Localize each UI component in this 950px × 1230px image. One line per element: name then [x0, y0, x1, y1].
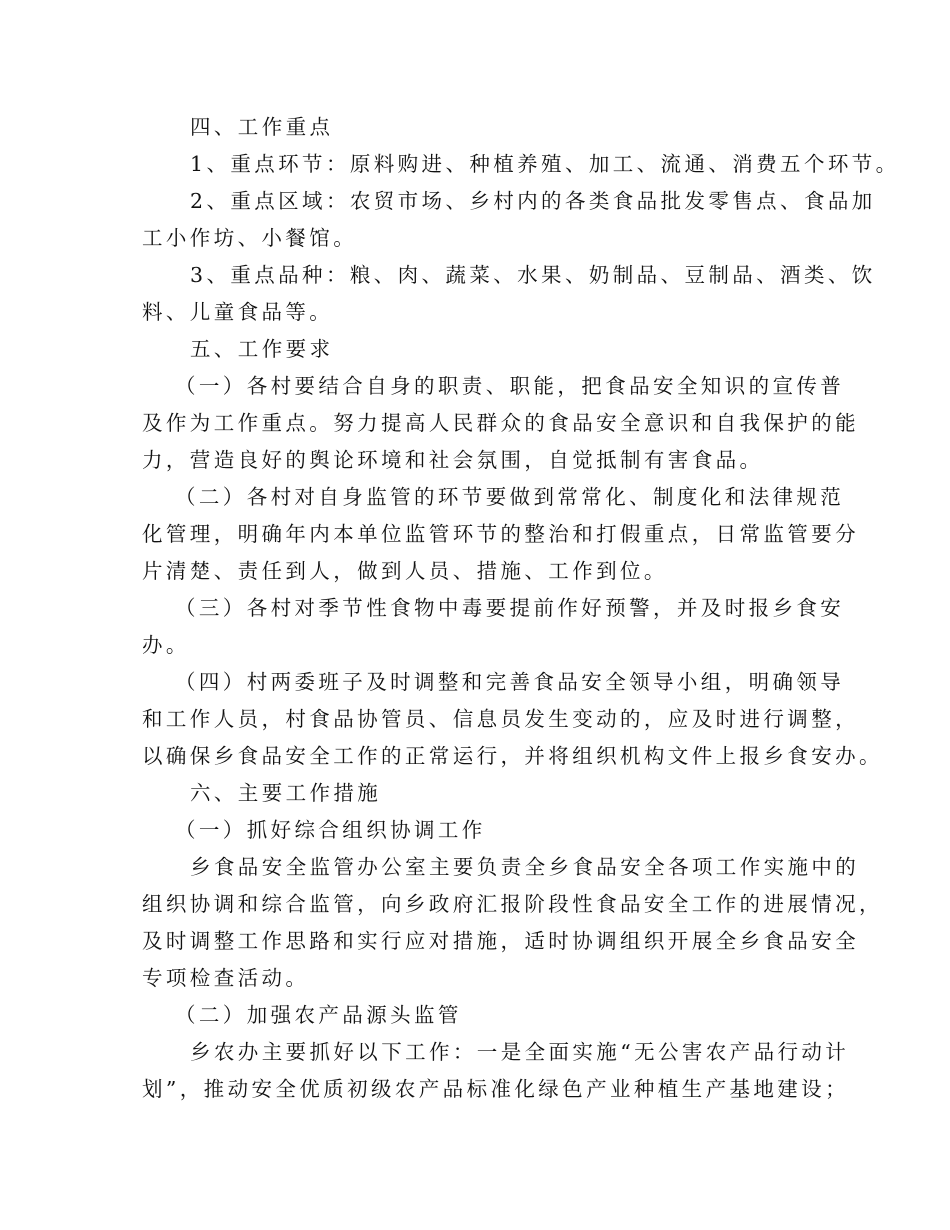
paragraph-line: （二）各村对自身监管的环节要做到常常化、制度化和法律规范 [175, 485, 845, 509]
paragraph-line: 以确保乡食品安全工作的正常运行，并将组织机构文件上报乡食安办。 [142, 744, 883, 768]
paragraph-line: 和工作人员，村食品协管员、信息员发生变动的，应及时进行调整， [142, 707, 859, 731]
paragraph-line: 片清楚、责任到人，做到人员、措施、工作到位。 [142, 559, 668, 583]
paragraph-line: 乡食品安全监管办公室主要负责全乡食品安全各项工作实施中的 [190, 855, 860, 879]
paragraph-line: 办。 [142, 633, 190, 657]
paragraph-line: 工小作坊、小餐馆。 [142, 226, 358, 250]
paragraph-line: 乡农办主要抓好以下工作：一是全面实施“无公害农产品行动计 [190, 1040, 850, 1064]
subheading-coordination: （一）抓好综合组织协调工作 [175, 818, 486, 842]
paragraph-line: 专项检查活动。 [142, 966, 310, 990]
paragraph-line: 力，营造良好的舆论环境和社会氛围，自觉抵制有害食品。 [142, 448, 764, 472]
paragraph-line: 2、重点区域：农贸市场、乡村内的各类食品批发零售点、食品加 [190, 189, 876, 213]
paragraph-line: 及作为工作重点。努力提高人民群众的食品安全意识和自我保护的能 [142, 411, 859, 435]
heading-work-requirements: 五、工作要求 [190, 337, 334, 361]
heading-main-measures: 六、主要工作措施 [190, 781, 382, 805]
subheading-source-supervision: （二）加强农产品源头监管 [175, 1003, 462, 1027]
paragraph-line: 化管理，明确年内本单位监管环节的整治和打假重点，日常监管要分 [142, 522, 859, 546]
paragraph-line: 3、重点品种：粮、肉、蔬菜、水果、奶制品、豆制品、酒类、饮 [190, 263, 876, 287]
paragraph-line: （三）各村对季节性食物中毒要提前作好预警，并及时报乡食安 [175, 596, 845, 620]
paragraph-line: 划”，推动安全优质初级农产品标准化绿色产业种植生产基地建设； [142, 1077, 849, 1101]
paragraph-line: 料、儿童食品等。 [142, 300, 334, 324]
paragraph-line: （一）各村要结合自身的职责、职能，把食品安全知识的宣传普 [175, 374, 845, 398]
heading-work-focus: 四、工作重点 [190, 115, 334, 139]
paragraph-line: 1、重点环节：原料购进、种植养殖、加工、流通、消费五个环节。 [190, 152, 900, 176]
paragraph-line: 组织协调和综合监管，向乡政府汇报阶段性食品安全工作的进展情况， [142, 892, 883, 916]
paragraph-line: （四）村两委班子及时调整和完善食品安全领导小组，明确领导 [175, 670, 845, 694]
paragraph-line: 及时调整工作思路和实行应对措施，适时协调组织开展全乡食品安全 [142, 929, 859, 953]
